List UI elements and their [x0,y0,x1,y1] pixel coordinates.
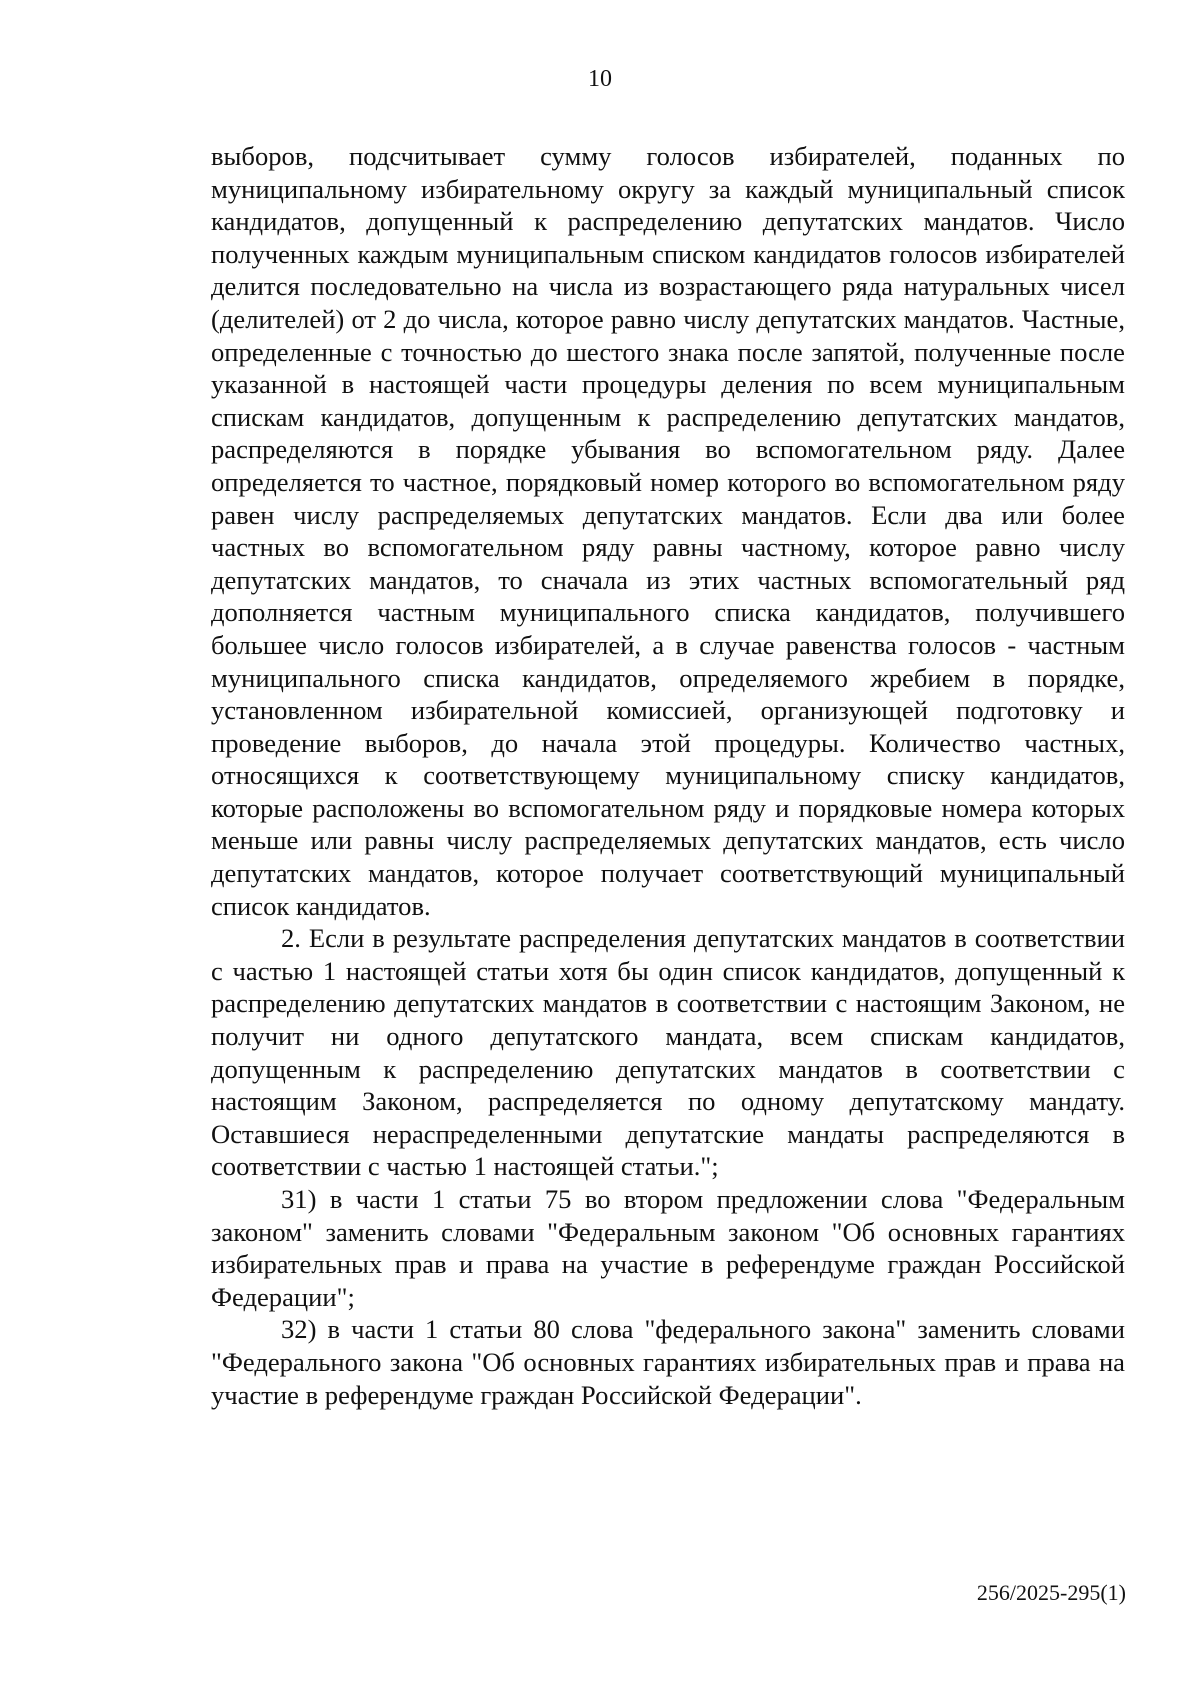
paragraph-item-31: 31) в части 1 статьи 75 во втором предложении слова "Федеральным законом" заменить словами "Федеральным законом "Об основных гарантиях избирательных прав и права на участие в референдуме граждан Российской Федерации"; [211,1184,1125,1312]
document-id: 256/2025-295(1) [976,1580,1126,1605]
paragraph-item-32: 32) в части 1 статьи 80 слова "федерального закона" заменить словами "Федерального закона "Об основных гарантиях избирательных прав и права на участие в референдуме граждан Российской Федерации". [211,1314,1125,1410]
page-number: 10 [588,66,612,92]
document-body [211,140,1125,1411]
paragraph-continuation: выборов, подсчитывает сумму голосов избирателей, поданных по муниципальному избирательному округу за каждый муниципальный список кандидатов, допущенный к распределению депутатских мандатов. Число полученных каждым муниципальным списком кандидатов голосов избирателей делится последовательно на числа из возрастающего ряда натуральных чисел (делителей) от 2 до числа, которое равно числу депутатских мандатов. Частные, определенные с точностью до шестого знака после запятой, полученные после указанной в настоящей части процедуры деления по всем муниципальным спискам кандидатов, допущенным к распределению депутатских мандатов, распределяются в порядке убывания во вспомогательном ряду. Далее определяется то частное, порядковый номер которого во вспомогательном ряду равен числу распределяемых депутатских мандатов. Если два или более частных во вспомогательном ряду равны частному, которое равно числу депутатских мандатов, то сначала из этих частных вспомогательный ряд дополняется частным муниципального списка кандидатов, получившего большее число голосов избирателей, а в случае равенства голосов - частным муниципального списка кандидатов, определяемого жребием в порядке, установленном избирательной комиссией, организующей подготовку и проведение выборов, до начала этой процедуры. Количество частных, относящихся к соответствующему муниципальному списку кандидатов, которые расположены во вспомогательном ряду и порядковые номера которых меньше или равны числу распределяемых депутатских мандатов, есть число депутатских мандатов, которое получает соответствующий муниципальный список кандидатов. [211,141,1125,921]
paragraph-part-2: 2. Если в результате распределения депутатских мандатов в соответствии с частью 1 настоящей статьи хотя бы один список кандидатов, допущенный к распределению депутатских мандатов в соответствии с настоящим Законом, не получит ни одного депутатского мандата, всем спискам кандидатов, допущенным к распределению депутатских мандатов в соответствии с настоящим Законом, распределяется по одному депутатскому мандату. Оставшиеся нераспределенными депутатские мандаты распределяются в соответствии с частью 1 настоящей статьи."; [211,923,1125,1182]
